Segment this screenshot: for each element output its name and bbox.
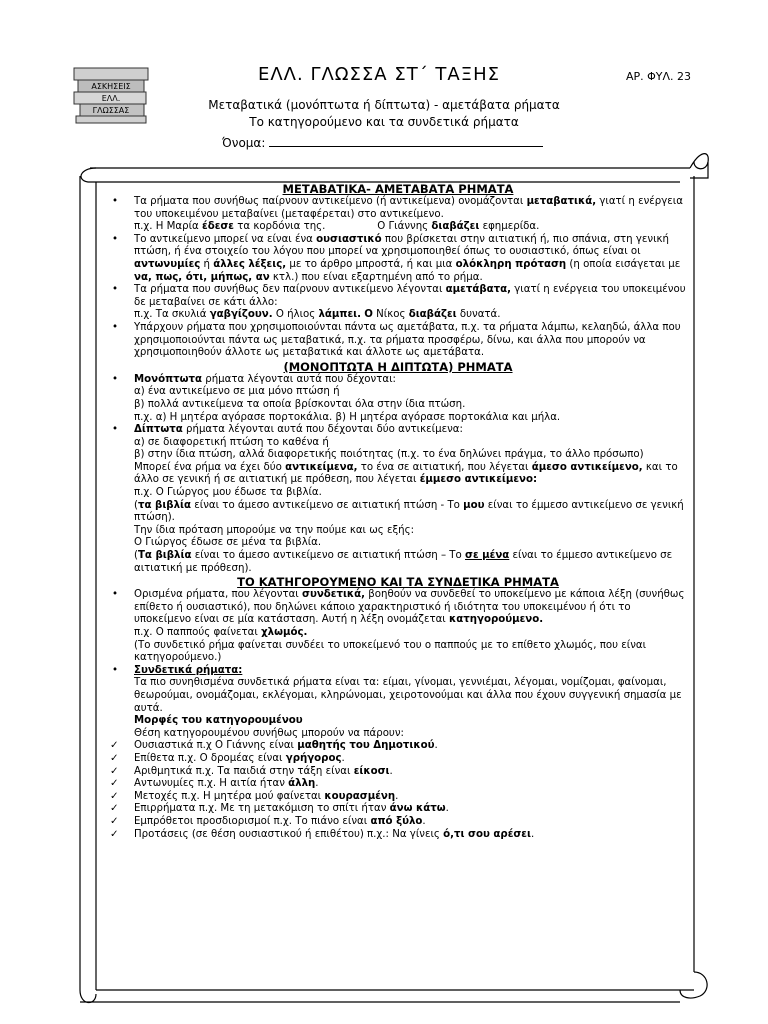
predicate-list	[106, 589, 690, 841]
list-item: • Συνδετικά ρήματα: Τα πιο συνηθισμένα συνδετικά ρήματα είναι τα: είμαι, γίνομαι, γεννιέμαι, λέγομαι, νομίζομαι, φαίνομαι, θεωρούμαι, ονομάζομαι, εκλέγομαι, κληρώνομαι, χειροτονούμαι και άλλα που έχουν συγγενική σημασία με αυτά. Μορφές του κατηγορουμένου Θέση κατηγορουμένου συνήθως μπορούν να πάρουν:	[106, 665, 690, 741]
check-item: ✓ Αριθμητικά π.χ. Τα παιδιά στην τάξη είναι είκοσι.	[106, 766, 690, 779]
monoptota-list	[106, 374, 690, 576]
subtitle-1: Μεταβατικά (μονόπτωτα ή δίπτωτα) - αμετάβατα ρήματα	[208, 98, 560, 112]
list-item: • Ορισμένα ρήματα, που λέγονται συνδετικά, βοηθούν να συνδεθεί το υποκείμενο με κάποια λέξη (συνήθως επίθετο ή ουσιαστικό), που δηλώνει κάποιο χαρακτηριστικό ή ιδιότητα του υποκειμένου ή ότι το υποκείμενο είναι σε μία κατάσταση. Αυτή η λέξη ονομάζεται κατηγορούμενο. π.χ. Ο παππούς φαίνεται χλωμός. (Το συνδετικό ρήμα φαίνεται συνδέει το υποκείμενό του ο παππούς με το επίθετο χλωμός, που είναι κατηγορούμενο.)	[106, 589, 690, 665]
list-item: • Δίπτωτα ρήματα λέγονται αυτά που δέχονται δύο αντικείμενα: α) σε διαφορετική πτώση το καθένα ή β) στην ίδια πτώση, αλλά διαφορετικής ποιότητας (π.χ. το ένα δηλώνει πράγμα, το άλλο πρόσωπο) Μπορεί ένα ρήμα να έχει δύο αντικείμενα, το ένα σε αιτιατική, που λέγεται άμεσο αντικείμενο, και το άλλο σε γενική ή σε αιτιατική με πρόθεση, που λέγεται έμμεσο αντικείμενο: π.χ. Ο Γιώργος μου έδωσε τα βιβλία. (τα βιβλία είναι το άμεσο αντικείμενο σε αιτιατική πτώση - Το μου είναι το έμμεσο αντικείμενο σε γενική πτώση). Την ίδια πρόταση μπορούμε να την πούμε και ως εξής: Ο Γιώργος έδωσε σε μένα τα βιβλία. (Τα βιβλία είναι το άμεσο αντικείμενο σε αιτιατική πτώση – Το σε μένα είναι το έμμεσο αντικείμενο σε αιτιατική με πρόθεση).	[106, 424, 690, 575]
check-item: ✓ Μετοχές π.χ. Η μητέρα μού φαίνεται κουρασμένη.	[106, 791, 690, 804]
check-item: ✓ Επιρρήματα π.χ. Με τη μετακόμιση το σπίτι ήταν άνω κάτω.	[106, 803, 690, 816]
logo-text-1: ΑΣΚΗΣΕΙΣ	[91, 82, 131, 91]
check-item: ✓ Επίθετα π.χ. Ο δρομέας είναι γρήγορος.	[106, 753, 690, 766]
list-item: • Τα ρήματα που συνήθως παίρνουν αντικείμενο (ή αντικείμενα) ονομάζονται μεταβατικά, γιατί η ενέργεια του υποκειμένου μεταβαίνει (μεταφέρεται) στο αντικείμενο. π.χ. Η Μαρία έδεσε τα κορδόνια της. Ο Γιάννης διαβάζει εφημερίδα.	[106, 196, 690, 234]
page-title: ΕΛΛ. ΓΛΩΣΣΑ ΣΤ΄ ΤΑΞΗΣ	[258, 64, 501, 85]
name-label: Όνομα:	[222, 136, 266, 150]
check-item: ✓ Αντωνυμίες π.χ. Η αιτία ήταν άλλη.	[106, 778, 690, 791]
logo-text-2: ΕΛΛ.	[101, 94, 121, 103]
section-heading-predicate: ΤΟ ΚΑΤΗΓΟΡΟΥΜΕΝΟ ΚΑΙ ΤΑ ΣΥΝΔΕΤΙΚΑ ΡΗΜΑΤΑ	[237, 575, 559, 590]
section-heading-transitive: ΜΕΤΑΒΑΤΙΚΑ- ΑΜΕΤΑΒΑΤΑ ΡΗΜΑΤΑ	[282, 182, 514, 196]
logo-text-3: ΓΛΩΣΣΑΣ	[92, 106, 130, 115]
name-underline[interactable]	[269, 136, 543, 147]
list-item: • Το αντικείμενο μπορεί να είναι ένα ουσιαστικό που βρίσκεται στην αιτιατική ή, πιο σπάνια, στη γενική πτώση, ή ένα στοιχείο του λόγου που μπορεί να χρησιμοποιηθεί όπως το ουσιαστικό, όπως είναι οι αντωνυμίες ή άλλες λέξεις, με το άρθρο μπροστά, ή και μια ολόκληρη πρόταση (η οποία εισάγεται με να, πως, ότι, μήπως, αν κτλ.) που είναι εξαρτημένη από το ρήμα.	[106, 234, 690, 284]
list-item: • Υπάρχουν ρήματα που χρησιμοποιούνται πάντα ως αμετάβατα, π.χ. τα ρήματα λάμπω, κελαηδώ, άλλα που χρησιμοποιούνται πάντα ως μεταβατικά, π.χ. τα ρήματα προσφέρω, δίνω, και άλλα που μπορούν να χρησιμοποιηθούν άλλοτε ως μεταβατικά και άλλοτε ως αμετάβατα.	[106, 322, 690, 360]
list-item: • Μονόπτωτα ρήματα λέγονται αυτά που δέχονται: α) ένα αντικείμενο σε μια μόνο πτώση ή β) πολλά αντικείμενα τα οποία βρίσκονται όλα στην ίδια πτώση. π.χ. α) Η μητέρα αγόρασε πορτοκάλια. β) Η μητέρα αγόρασε πορτοκάλια και μήλα.	[106, 374, 690, 424]
name-field[interactable]	[222, 136, 543, 150]
content-area	[106, 182, 690, 841]
sheet-number: ΑΡ. ΦΥΛ. 23	[626, 70, 692, 83]
check-item: ✓ Προτάσεις (σε θέση ουσιαστικού ή επιθέτου) π.χ.: Να γίνεις ό,τι σου αρέσει.	[106, 829, 690, 842]
list-item: • Τα ρήματα που συνήθως δεν παίρνουν αντικείμενο λέγονται αμετάβατα, γιατί η ενέργεια του υποκειμένου δε μεταβαίνει σε κάτι άλλο: π.χ. Τα σκυλιά γαβγίζουν. Ο ήλιος λάμπει. Ο Νίκος διαβάζει δυνατά.	[106, 284, 690, 322]
transitive-list	[106, 196, 690, 360]
section-heading-monoptota: (ΜΟΝΟΠΤΩΤΑ Η ΔΙΠΤΩΤΑ) ΡΗΜΑΤΑ	[283, 359, 513, 374]
subtitle-2: Το κατηγορούμενο και τα συνδετικά ρήματα	[249, 115, 519, 129]
check-item: ✓ Ουσιαστικά π.χ Ο Γιάννης είναι μαθητής του Δημοτικού.	[106, 740, 690, 753]
check-item: ✓ Εμπρόθετοι προσδιορισμοί π.χ. Το πιάνο είναι από ξύλο.	[106, 816, 690, 829]
